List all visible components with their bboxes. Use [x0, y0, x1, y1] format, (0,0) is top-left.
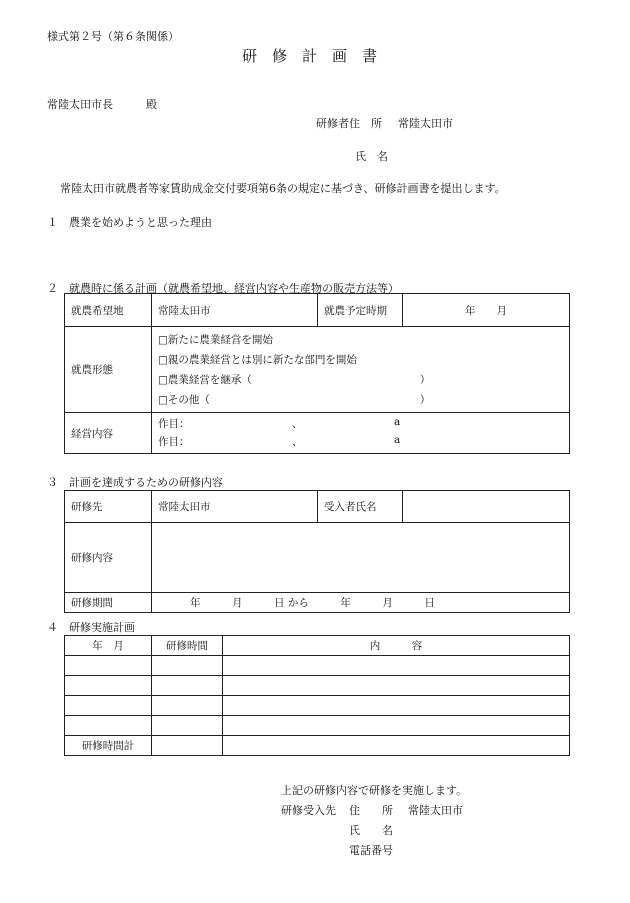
- table-row: [65, 696, 570, 716]
- table-row: [65, 656, 570, 676]
- total-hours-value[interactable]: [152, 736, 223, 756]
- page-title: 研 修 計 画 書: [242, 47, 378, 65]
- applicant-name-label: 氏 名: [355, 150, 388, 163]
- col-header-month: 年 月: [65, 636, 152, 656]
- month-cell[interactable]: [65, 696, 152, 716]
- footer-name-label: 氏 名: [349, 824, 393, 837]
- table-row: [65, 676, 570, 696]
- content-cell[interactable]: [223, 656, 570, 676]
- section3-heading: ３ 計画を達成するための研修内容: [47, 476, 223, 489]
- form-option-other[interactable]: □その他（ ）: [158, 393, 431, 406]
- section1-heading: １ 農業を始めようと思った理由: [47, 216, 212, 229]
- crop-row: [158, 433, 563, 453]
- schedule-label: 就農予定時期: [318, 294, 403, 327]
- management-content-label: 経営内容: [65, 413, 152, 454]
- training-place-label: 研修先: [65, 491, 152, 523]
- wish-place-value: 常陸太田市: [152, 294, 318, 327]
- crop-separator: 、: [292, 436, 303, 448]
- hours-cell[interactable]: [152, 676, 223, 696]
- training-period-label: 研修期間: [65, 593, 152, 613]
- intro-text: 常陸太田市就農者等家賃助成金交付要項第6条の規定に基づき、研修計画書を提出します。: [60, 182, 506, 195]
- farming-form-options: [152, 327, 570, 413]
- col-header-content: 内 容: [223, 636, 570, 656]
- month-cell[interactable]: [65, 676, 152, 696]
- form-number: 様式第２号（第６条関係）: [47, 30, 179, 43]
- content-cell[interactable]: [223, 716, 570, 736]
- applicant-address-value: 常陸太田市: [398, 117, 453, 130]
- receiver-name-label: 受入者氏名: [318, 491, 403, 523]
- crop-separator: 、: [292, 418, 303, 430]
- footer-phone-label: 電話番号: [349, 844, 393, 857]
- month-cell[interactable]: [65, 716, 152, 736]
- crop-label: 作目：: [158, 436, 190, 448]
- col-header-hours: 研修時間: [152, 636, 223, 656]
- content-cell[interactable]: [223, 676, 570, 696]
- total-content-cell[interactable]: [223, 736, 570, 756]
- farming-plan-table: [64, 293, 570, 454]
- crop-unit: a: [394, 434, 401, 446]
- content-cell[interactable]: [223, 696, 570, 716]
- addressee: 常陸太田市長 殿: [47, 98, 157, 111]
- month-cell[interactable]: [65, 656, 152, 676]
- training-content-table: [64, 490, 570, 613]
- hours-cell[interactable]: [152, 696, 223, 716]
- footer-address-label: 住 所: [349, 804, 393, 817]
- crop-row: [158, 413, 563, 433]
- training-period-value: 年 月 日 から 年 月 日: [152, 593, 570, 613]
- wish-place-label: 就農希望地: [65, 294, 152, 327]
- form-option-new[interactable]: □新たに農業経営を開始: [158, 333, 273, 346]
- table-row: [65, 716, 570, 736]
- training-content-value[interactable]: [152, 523, 570, 593]
- section2-heading: ２ 就農時に係る計画（就農希望地、経営内容や生産物の販売方法等）: [47, 282, 399, 295]
- section4-heading: ４ 研修実施計画: [47, 621, 135, 634]
- schedule-value: 年 月: [403, 294, 570, 327]
- footer-address-value: 常陸太田市: [408, 804, 463, 817]
- crop-unit: a: [394, 416, 401, 428]
- hours-cell[interactable]: [152, 656, 223, 676]
- training-content-label: 研修内容: [65, 523, 152, 593]
- footer-statement: 上記の研修内容で研修を実施します。: [281, 784, 468, 797]
- footer-receiver-label: 研修受入先: [281, 804, 336, 817]
- farming-form-label: 就農形態: [65, 327, 152, 413]
- form-option-succession[interactable]: □農業経営を継承（ ）: [158, 373, 431, 386]
- receiver-name-value[interactable]: [403, 491, 570, 523]
- crop-label: 作目：: [158, 418, 190, 430]
- management-content-cell: [152, 413, 570, 454]
- total-hours-label: 研修時間計: [65, 736, 152, 756]
- training-place-value: 常陸太田市: [152, 491, 318, 523]
- form-option-new-division[interactable]: □親の農業経営とは別に新たな部門を開始: [158, 353, 357, 366]
- applicant-address-label: 研修者住 所: [316, 117, 382, 130]
- training-schedule-table: [64, 635, 570, 756]
- hours-cell[interactable]: [152, 716, 223, 736]
